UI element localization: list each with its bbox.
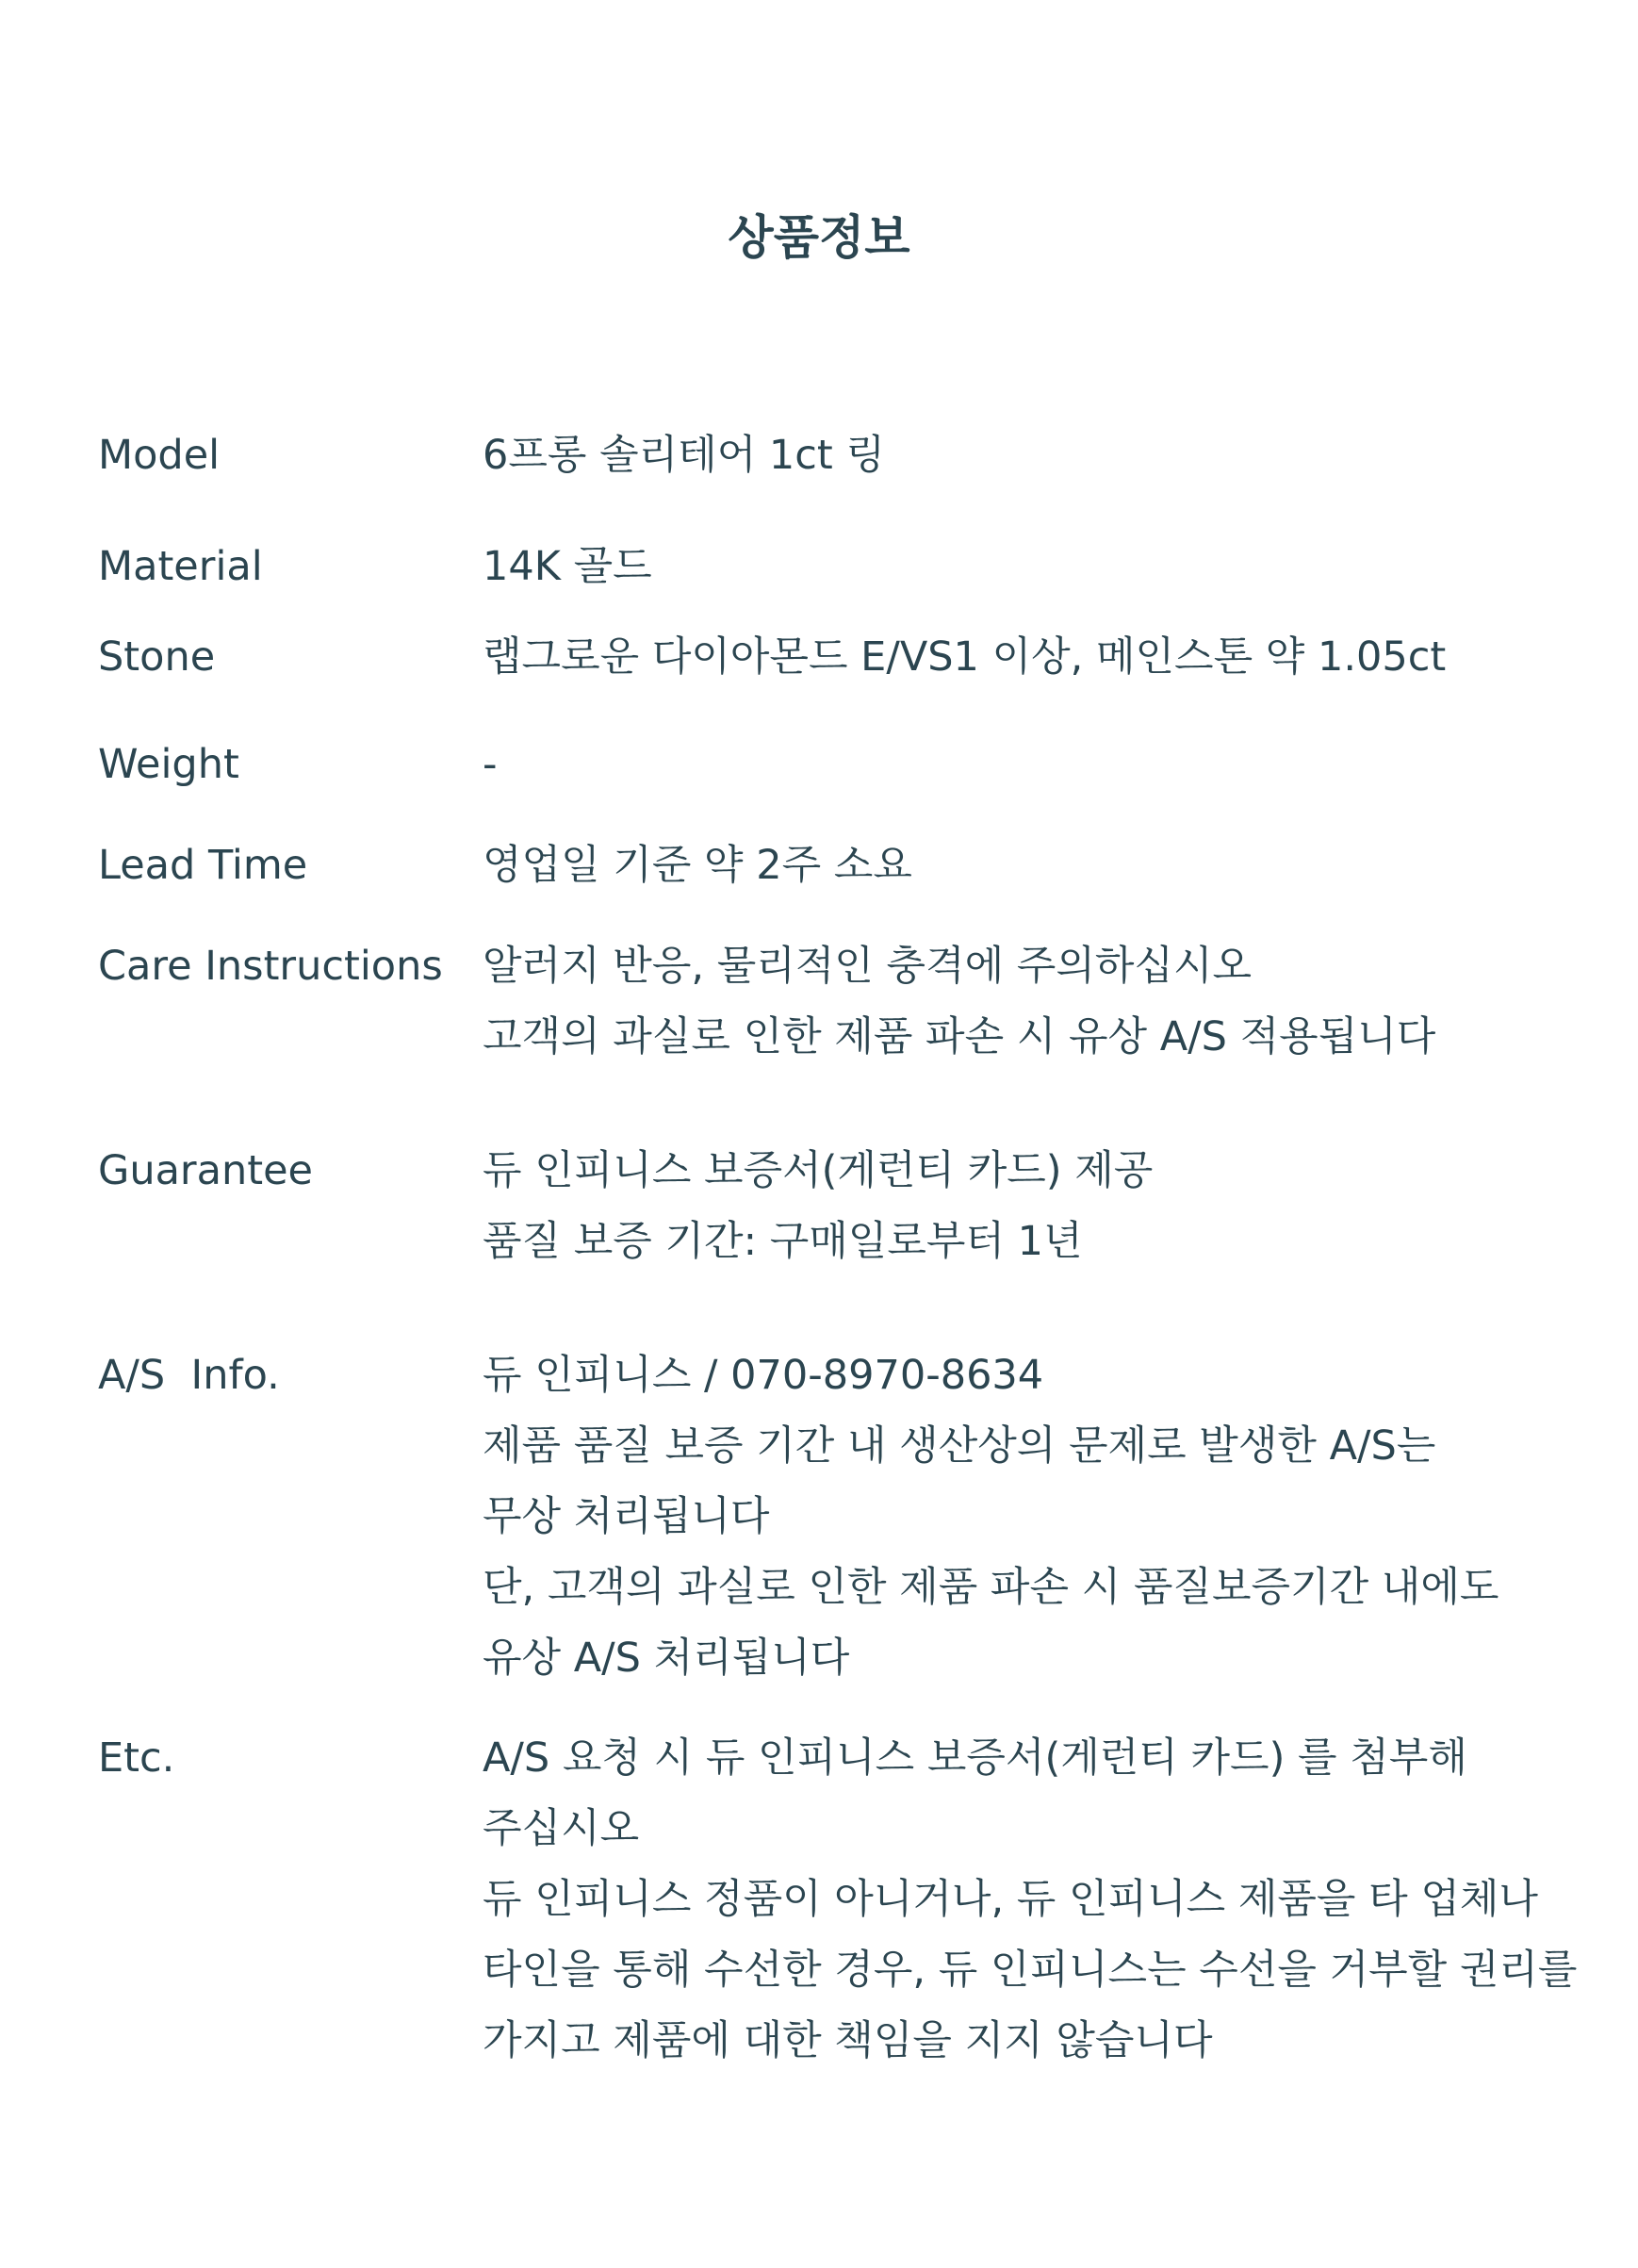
label-material: Material: [98, 543, 263, 590]
value-care-instructions: [483, 943, 1435, 1084]
value-line: -: [483, 741, 498, 788]
value-line: 듀 인피니스 정품이 아니거나, 듀 인피니스 제품을 타 업체나: [483, 1876, 1538, 1923]
value-line: 제품 품질 보증 기간 내 생산상의 문제로 발생한 A/S는: [483, 1422, 1436, 1470]
value-line: 단, 고객의 과실로 인한 제품 파손 시 품질보증기간 내에도: [483, 1564, 1499, 1611]
value-line: 듀 인피니스 보증서(게런티 카드) 제공: [483, 1147, 1154, 1194]
value-as-info: [483, 1352, 1499, 1705]
label-guarantee: Guarantee: [98, 1147, 313, 1194]
label-care-instructions: Care Instructions: [98, 943, 443, 990]
label-etc: Etc.: [98, 1734, 175, 1782]
value-lead-time: [483, 842, 912, 912]
value-line: 유상 A/S 처리됩니다: [483, 1635, 850, 1682]
value-line: A/S 요청 시 듀 인피니스 보증서(게런티 카드) 를 첨부해: [483, 1734, 1467, 1782]
value-line: 듀 인피니스 / 070-8970-8634: [483, 1352, 1044, 1399]
value-line: 가지고 제품에 대한 책임을 지지 않습니다: [483, 2017, 1213, 2064]
value-line: 타인을 통해 수선한 경우, 듀 인피니스는 수선을 거부할 권리를: [483, 1947, 1578, 1994]
value-line: 6프롱 솔리테어 1ct 링: [483, 432, 885, 479]
value-line: 무상 처리됩니다: [483, 1493, 770, 1540]
value-line: 품질 보증 기간: 구매일로부터 1년: [483, 1218, 1083, 1265]
value-guarantee: [483, 1147, 1153, 1289]
page-title: 상품정보: [728, 210, 910, 265]
value-etc: [483, 1734, 1577, 2088]
value-line: 고객의 과실로 인한 제품 파손 시 유상 A/S 적용됩니다: [483, 1013, 1436, 1060]
label-model: Model: [98, 432, 221, 479]
value-line: 랩그로운 다이아몬드 E/VS1 이상, 메인스톤 약 1.05ct: [483, 633, 1447, 681]
label-stone: Stone: [98, 633, 216, 681]
value-model: [483, 432, 885, 502]
label-weight: Weight: [98, 741, 239, 788]
value-line: 주십시오: [483, 1805, 640, 1852]
value-stone: [483, 633, 1446, 704]
value-line: 알러지 반응, 물리적인 충격에 주의하십시오: [483, 943, 1253, 990]
value-weight: [483, 741, 498, 812]
value-material: [483, 543, 652, 614]
label-as-info: A/S Info.: [98, 1352, 280, 1399]
value-line: 영업일 기준 약 2주 소요: [483, 842, 912, 889]
label-lead-time: Lead Time: [98, 842, 308, 889]
value-line: 14K 골드: [483, 543, 652, 590]
